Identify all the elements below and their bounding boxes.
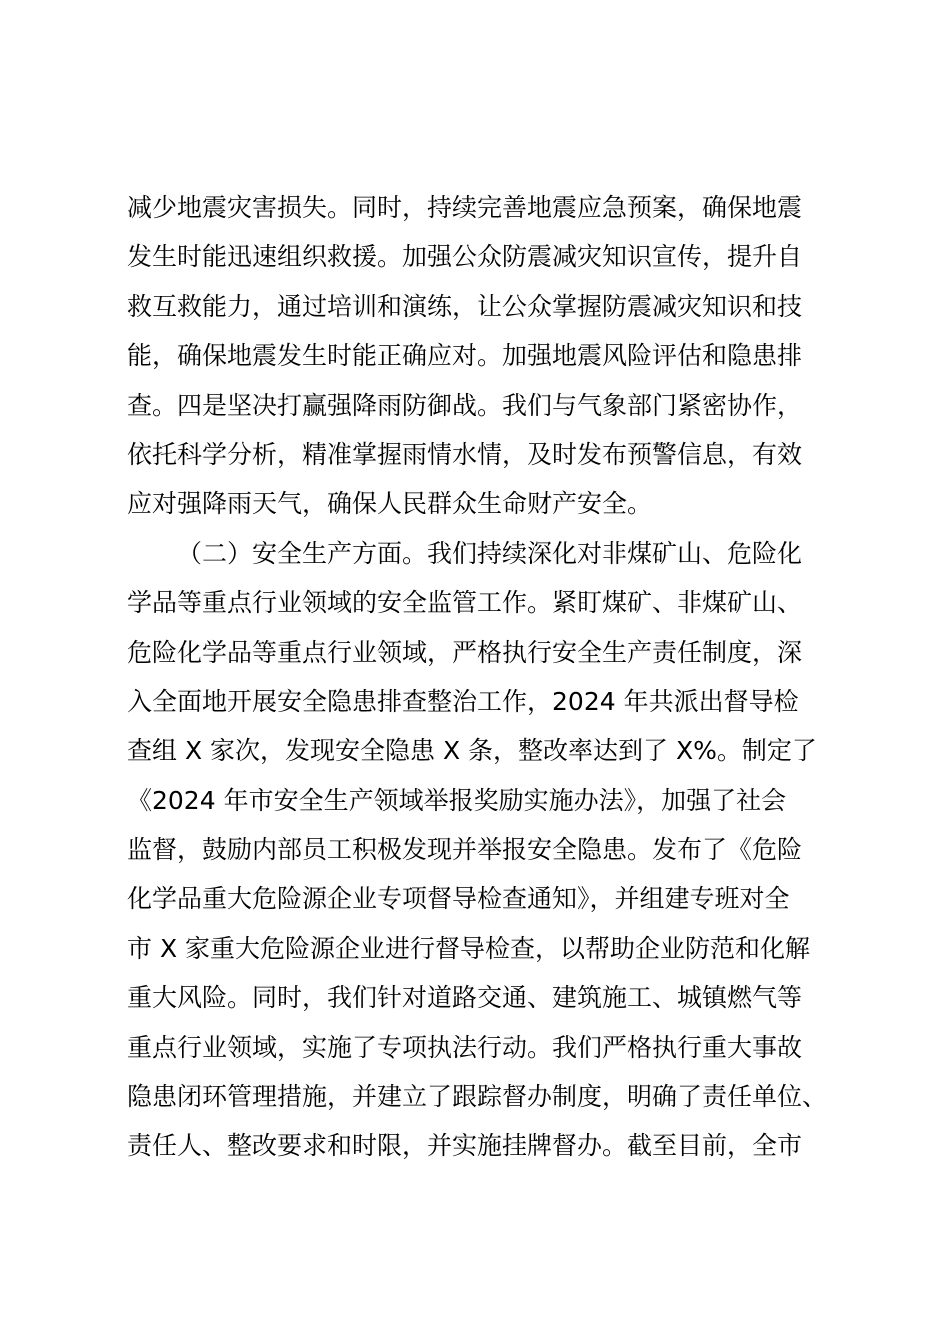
text-line: 救互救能力，通过培训和演练，让公众掌握防震减灾知识和技 xyxy=(127,291,803,321)
text-line: 危险化学品等重点行业领域，严格执行安全生产责任制度，深 xyxy=(127,637,803,667)
text-line: 责任人、整改要求和时限，并实施挂牌督办。截至目前，全市 xyxy=(127,1131,803,1161)
text-line: 学品等重点行业领域的安全监管工作。紧盯煤矿、非煤矿山、 xyxy=(127,588,803,618)
text-line: 《2024 年市安全生产领域举报奖励实施办法》，加强了社会 xyxy=(127,785,787,815)
text-line: 发生时能迅速组织救援。加强公众防震减灾知识宣传，提升自 xyxy=(127,242,803,272)
section-heading-line: （二）安全生产方面。我们持续深化对非煤矿山、危险化 xyxy=(177,538,803,568)
text-line: 重大风险。同时，我们针对道路交通、建筑施工、城镇燃气等 xyxy=(127,983,803,1013)
text-line: 查。四是坚决打赢强降雨防御战。我们与气象部门紧密协作， xyxy=(127,390,803,420)
text-line: 能，确保地震发生时能正确应对。加强地震风险评估和隐患排 xyxy=(127,341,803,371)
text-line: 入全面地开展安全隐患排查整治工作，2024 年共派出督导检 xyxy=(127,686,799,716)
text-line: 查组 X 家次，发现安全隐患 X 条，整改率达到了 X%。制定了 xyxy=(127,736,817,766)
text-line: 应对强降雨天气，确保人民群众生命财产安全。 xyxy=(127,489,653,519)
body-text xyxy=(127,183,837,1171)
text-line: 市 X 家重大危险源企业进行督导检查，以帮助企业防范和化解 xyxy=(127,933,811,963)
text-line: 减少地震灾害损失。同时，持续完善地震应急预案，确保地震 xyxy=(127,193,803,222)
text-line: 依托科学分析，精准掌握雨情水情，及时发布预警信息，有效 xyxy=(127,439,803,469)
text-line: 隐患闭环管理措施，并建立了跟踪督办制度，明确了责任单位、 xyxy=(127,1082,828,1112)
text-line: 重点行业领域，实施了专项执法行动。我们严格执行重大事故 xyxy=(127,1032,803,1062)
text-line: 化学品重大危险源企业专项督导检查通知》，并组建专班对全 xyxy=(127,884,790,914)
text-line: 监督，鼓励内部员工积极发现并举报安全隐患。发布了《危险 xyxy=(127,835,803,865)
